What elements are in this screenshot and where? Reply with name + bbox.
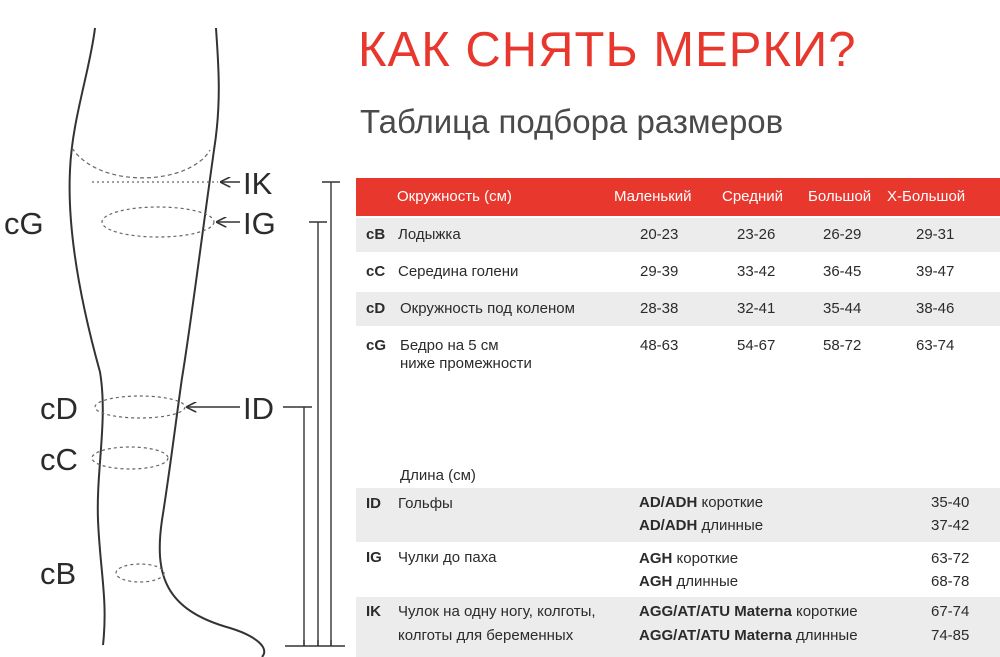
- circumference-header: [356, 178, 1000, 216]
- size-small-header: Маленький: [614, 188, 692, 205]
- cell-xlarge: 39-47: [916, 263, 955, 280]
- row-code: cC: [366, 263, 386, 280]
- row-code: IG: [366, 549, 382, 566]
- row-name-line1: Бедро на 5 см: [400, 337, 499, 354]
- row-code: cB: [366, 226, 386, 243]
- model-name: AD/ADH: [639, 494, 698, 511]
- model-variant: длинные: [795, 627, 858, 644]
- row-name-line2: колготы для беременных: [398, 627, 574, 644]
- page-title: КАК СНЯТЬ МЕРКИ?: [358, 23, 857, 77]
- cell-small: 20-23: [640, 226, 679, 243]
- label-cg: cG: [4, 206, 44, 241]
- page-subtitle: Таблица подбора размеров: [360, 103, 784, 140]
- row-code: IK: [366, 603, 381, 620]
- length-value: 68-78: [931, 573, 970, 590]
- circumference-header-label: Окружность (см): [397, 188, 512, 205]
- label-ig: IG: [243, 206, 276, 241]
- row-name: Гольфы: [398, 495, 453, 512]
- cg-ellipse: [102, 207, 214, 237]
- row-name: Чулки до паха: [398, 549, 497, 566]
- model-name: AGG/AT/ATU Materna: [639, 603, 792, 620]
- model-variant: короткие: [701, 494, 764, 511]
- cell-large: 58-72: [823, 337, 862, 354]
- cell-medium: 32-41: [737, 300, 776, 317]
- cell-xlarge: 63-74: [916, 337, 955, 354]
- label-ik: IK: [243, 166, 273, 201]
- length-value: 74-85: [931, 627, 970, 644]
- label-cd: cD: [40, 391, 78, 426]
- row-name-line1: Чулок на одну ногу, колготы,: [398, 603, 596, 620]
- buttock-curve: [72, 148, 210, 178]
- model-name: AGH: [639, 550, 673, 567]
- length-value: 67-74: [931, 603, 970, 620]
- model-variant: короткие: [795, 603, 858, 620]
- size-xlarge-header: X-Большой: [887, 188, 966, 205]
- row-code: ID: [366, 495, 381, 512]
- size-medium-header: Средний: [722, 188, 783, 205]
- label-cb: cB: [40, 556, 77, 591]
- row-name: Середина голени: [398, 263, 519, 280]
- model-name: AGH: [639, 573, 673, 590]
- cell-small: 48-63: [640, 337, 679, 354]
- cell-xlarge: 29-31: [916, 226, 955, 243]
- model-variant: длинные: [701, 517, 764, 534]
- length-value: 35-40: [931, 494, 970, 511]
- length-header: Длина (см): [400, 467, 476, 484]
- model-variant: длинные: [676, 573, 739, 590]
- model-name: AD/ADH: [639, 517, 698, 534]
- cell-medium: 54-67: [737, 337, 776, 354]
- cell-xlarge: 38-46: [916, 300, 955, 317]
- cell-medium: 23-26: [737, 226, 776, 243]
- cell-small: 28-38: [640, 300, 679, 317]
- row-name: Лодыжка: [398, 226, 461, 243]
- row-name: Окружность под коленом: [400, 300, 575, 317]
- leg-outline-back: [160, 28, 265, 657]
- leg-measurement-diagram: [0, 0, 350, 657]
- cell-large: 26-29: [823, 226, 862, 243]
- length-value: 63-72: [931, 550, 970, 567]
- row-code: cG: [366, 337, 387, 354]
- model-name: AGG/AT/ATU Materna: [639, 627, 792, 644]
- cd-ellipse: [95, 396, 185, 418]
- leg-outline: [70, 28, 105, 645]
- size-large-header: Большой: [808, 188, 872, 205]
- model-variant: короткие: [676, 550, 739, 567]
- cb-ellipse: [116, 564, 164, 582]
- cc-ellipse: [92, 447, 168, 469]
- cell-large: 36-45: [823, 263, 862, 280]
- label-id: ID: [243, 391, 274, 426]
- cell-small: 29-39: [640, 263, 679, 280]
- cell-large: 35-44: [823, 300, 862, 317]
- cell-medium: 33-42: [737, 263, 776, 280]
- label-cc: cC: [40, 442, 78, 477]
- row-code: cD: [366, 300, 386, 317]
- length-value: 37-42: [931, 517, 970, 534]
- row-name-line2: ниже промежности: [400, 355, 532, 372]
